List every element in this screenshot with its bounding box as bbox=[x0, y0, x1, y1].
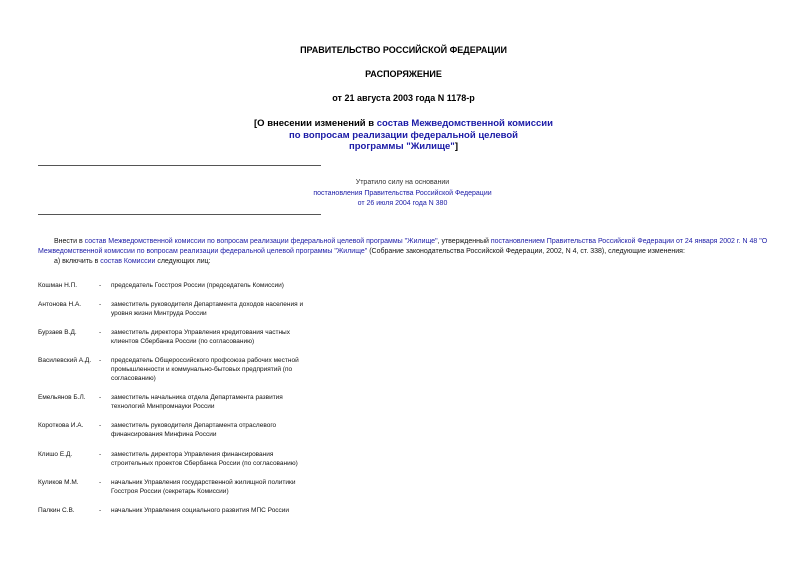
member-dash: - bbox=[99, 357, 102, 364]
title-commission-link[interactable]: состав Межведомственной комиссии по вопросам реализации федеральной целевой программы "Жилище" bbox=[289, 118, 553, 152]
member-position: заместитель руководителя Департамента доходов населения и уровня жизни Минтруда России bbox=[111, 301, 304, 317]
body-text-3: (Собрание законодательства Российской Федерации, 2002, N 4, ст. 338), следующие изменения: bbox=[367, 248, 685, 255]
member-name: Кошман Н.П. bbox=[38, 282, 78, 289]
subparagraph-text-1: а) включить в bbox=[54, 258, 101, 265]
body-text-2: , утвержденный bbox=[437, 238, 491, 245]
member-dash: - bbox=[99, 422, 102, 429]
member-dash: - bbox=[99, 394, 102, 401]
member-position: начальник Управления социального развития МПС России bbox=[111, 507, 290, 514]
repeal-decree-link-line1: постановления Правительства Российской Федерации bbox=[313, 189, 492, 197]
member-position: председатель Общероссийского профсоюза рабочих местной промышленности и коммунально-бытовых предприятий (по согласованию) bbox=[111, 357, 299, 382]
title-open-bracket: [О внесении изменений в bbox=[254, 118, 377, 129]
member-dash: - bbox=[99, 507, 102, 514]
member-name: Василевский А.Д. bbox=[38, 357, 92, 364]
title-close-bracket: ] bbox=[454, 141, 458, 152]
member-dash: - bbox=[99, 282, 102, 289]
document-type-heading: РАСПОРЯЖЕНИЕ bbox=[365, 69, 442, 79]
member-name: Палкин С.В. bbox=[38, 507, 75, 514]
member-dash: - bbox=[99, 329, 102, 336]
member-position: заместитель директора Управления кредитования частных клиентов Сбербанка России (по согласованию) bbox=[111, 329, 290, 345]
repeal-decree-link[interactable] bbox=[300, 189, 505, 210]
member-name: Бурзаев В.Д. bbox=[38, 329, 77, 336]
member-name: Антонова Н.А. bbox=[38, 301, 82, 308]
member-name: Клишо Е.Д. bbox=[38, 451, 73, 458]
subparagraph-a bbox=[54, 258, 211, 265]
member-dash: - bbox=[99, 451, 102, 458]
body-paragraph bbox=[38, 237, 773, 257]
subparagraph-text-2: следующих лиц: bbox=[155, 258, 211, 265]
status-note bbox=[300, 178, 505, 210]
commission-link[interactable]: состав Комиссии bbox=[100, 258, 156, 265]
member-name: Короткова И.А. bbox=[38, 422, 84, 429]
document-title bbox=[0, 118, 807, 153]
member-position: заместитель директора Управления финансирования строительных проектов Сбербанка России (по согласованию) bbox=[111, 451, 298, 467]
member-name: Куликов М.М. bbox=[38, 479, 79, 486]
member-name: Емельянов Б.Л. bbox=[38, 394, 86, 401]
body-text-1: Внести в bbox=[54, 238, 85, 245]
divider-top bbox=[38, 165, 321, 166]
status-note-text: Утратило силу на основании bbox=[355, 179, 450, 186]
divider-bottom bbox=[38, 214, 321, 215]
government-decree-link[interactable]: постановлением Правительства Российской Федерации от 24 января 2002 г. N 48 "О Межведомственной комиссии по вопросам реализации федеральной целевой программы "Жилище" bbox=[38, 238, 768, 255]
member-position: начальник Управления государственной жилищной политики Госстроя России (секретарь Комиссии) bbox=[111, 479, 296, 495]
member-dash: - bbox=[99, 301, 102, 308]
document-date-number: от 21 августа 2003 года N 1178-р bbox=[332, 93, 475, 103]
member-dash: - bbox=[99, 479, 102, 486]
repeal-decree-link-line2: от 26 июля 2004 года N 380 bbox=[357, 200, 448, 207]
member-position: заместитель начальника отдела Департамента развития технологий Минпромнауки России bbox=[111, 394, 283, 410]
government-heading: ПРАВИТЕЛЬСТВО РОССИЙСКОЙ ФЕДЕРАЦИИ bbox=[300, 45, 507, 55]
member-position: заместитель руководителя Департамента отраслевого финансирования Минфина России bbox=[111, 422, 277, 438]
member-position: председатель Госстроя России (председатель Комиссии) bbox=[111, 282, 284, 289]
commission-composition-link[interactable]: состав Межведомственной комиссии по вопросам реализации федеральной целевой программы "Жилище" bbox=[84, 238, 438, 245]
